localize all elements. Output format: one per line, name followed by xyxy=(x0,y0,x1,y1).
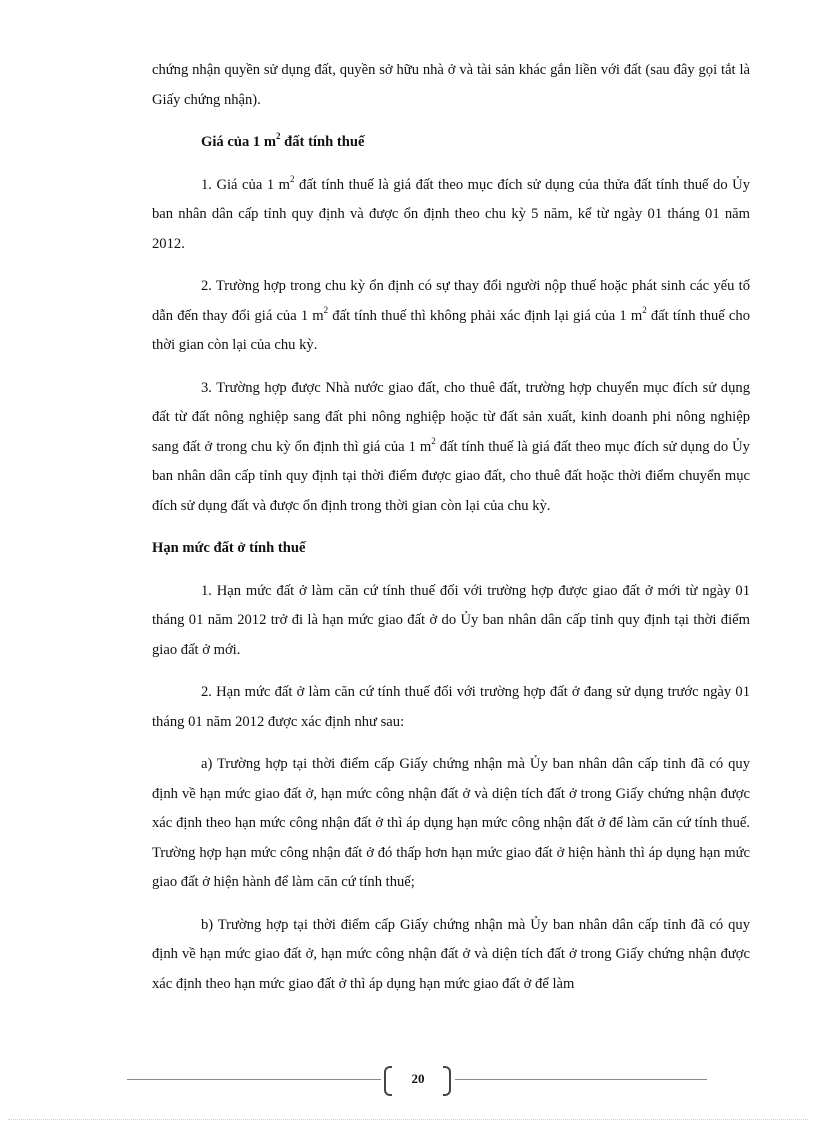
footer-rule-left xyxy=(127,1079,381,1080)
superscript: 2 xyxy=(431,435,436,446)
bracket-left-icon xyxy=(384,1066,392,1096)
paragraph-price-1: 1. Giá của 1 $m^2$ đất tính thuế là giá đất theo mục đích sử dụng của thửa đất tính thuế do Ủy ban nhân dân cấp tỉnh quy định và được ổn định theo chu kỳ 5 năm, kể từ ngày 01 tháng 01 năm 2012. xyxy=(152,173,750,252)
page-footer xyxy=(0,1060,816,1100)
superscript: 2 xyxy=(323,304,329,315)
page-bottom-border xyxy=(8,1119,808,1120)
page-content xyxy=(152,56,750,999)
bracket-right-icon xyxy=(443,1066,451,1096)
heading-residential-limit: Hạn mức đất ở tính thuế xyxy=(152,540,306,556)
paragraph-limit-2a: a) Trường hợp tại thời điểm cấp Giấy chứng nhận mà Ủy ban nhân dân cấp tỉnh đã có quy định về hạn mức giao đất ở, hạn mức công nhận đất ở và diện tích đất ở trong Giấy chứng nhận được xác định theo hạn mức công nhận đất ở thì áp dụng hạn mức công nhận đất ở để làm căn cứ tính thuế. Trường hợp hạn mức công nhận đất ở đó thấp hơn hạn mức giao đất ở hiện hành thì áp dụng hạn mức giao đất ở hiện hành để làm căn cứ tính thuế; xyxy=(152,756,750,890)
paragraph-price-3: 3. Trường hợp được Nhà nước giao đất, cho thuê đất, trường hợp chuyển mục đích sử dụng đất từ đất nông nghiệp sang đất phi nông nghiệp hoặc từ đất sản xuất, kinh doanh phi nông nghiệp sang đất ở trong chu kỳ ổn định thì giá của 1 $m^2$ đất tính thuế là giá đất theo mục đích sử dụng do Ủy ban nhân dân cấp tỉnh quy định tại thời điểm được giao đất, cho thuê đất hoặc thời điểm chuyển mục đích sử dụng đất và được ổn định trong thời gian còn lại của chu kỳ. xyxy=(152,379,750,514)
superscript: 2 xyxy=(276,131,281,142)
page-number: 20 xyxy=(411,1071,425,1086)
heading-land-price: Giá của 1 $m^2$ đất tính thuế xyxy=(201,131,365,150)
paragraph-limit-2: 2. Hạn mức đất ở làm căn cứ tính thuế đối với trường hợp đất ở đang sử dụng trước ngày 01 tháng 01 năm 2012 được xác định như sau: xyxy=(152,684,750,730)
footer-rule-right xyxy=(455,1079,707,1080)
paragraph-price-2: 2. Trường hợp trong chu kỳ ổn định có sự thay đổi người nộp thuế hoặc phát sinh các yếu tố dẫn đến thay đổi giá của 1 $m^2$ đất tính thuế thì không phải xác định lại giá của 1 $m^2$ đất tính thuế cho thời gian còn lại của chu kỳ. xyxy=(152,278,751,353)
superscript: 2 xyxy=(290,173,295,184)
superscript: 2 xyxy=(642,304,647,315)
paragraph-continuation: chứng nhận quyền sử dụng đất, quyền sở hữu nhà ở và tài sản khác gắn liền với đất (sau đây gọi tắt là Giấy chứng nhận). xyxy=(152,62,750,108)
paragraph-limit-1: 1. Hạn mức đất ở làm căn cứ tính thuế đối với trường hợp được giao đất ở mới từ ngày 01 tháng 01 năm 2012 trở đi là hạn mức giao đất ở do Ủy ban nhân dân cấp tỉnh quy định tại thời điểm giao đất ở mới. xyxy=(152,582,750,658)
paragraph-limit-2b: b) Trường hợp tại thời điểm cấp Giấy chứng nhận mà Ủy ban nhân dân cấp tỉnh đã có quy định về hạn mức giao đất ở, hạn mức công nhận đất ở và diện tích đất ở trong Giấy chứng nhận được xác định theo hạn mức giao đất ở thì áp dụng hạn mức giao đất ở để làm xyxy=(152,916,750,992)
